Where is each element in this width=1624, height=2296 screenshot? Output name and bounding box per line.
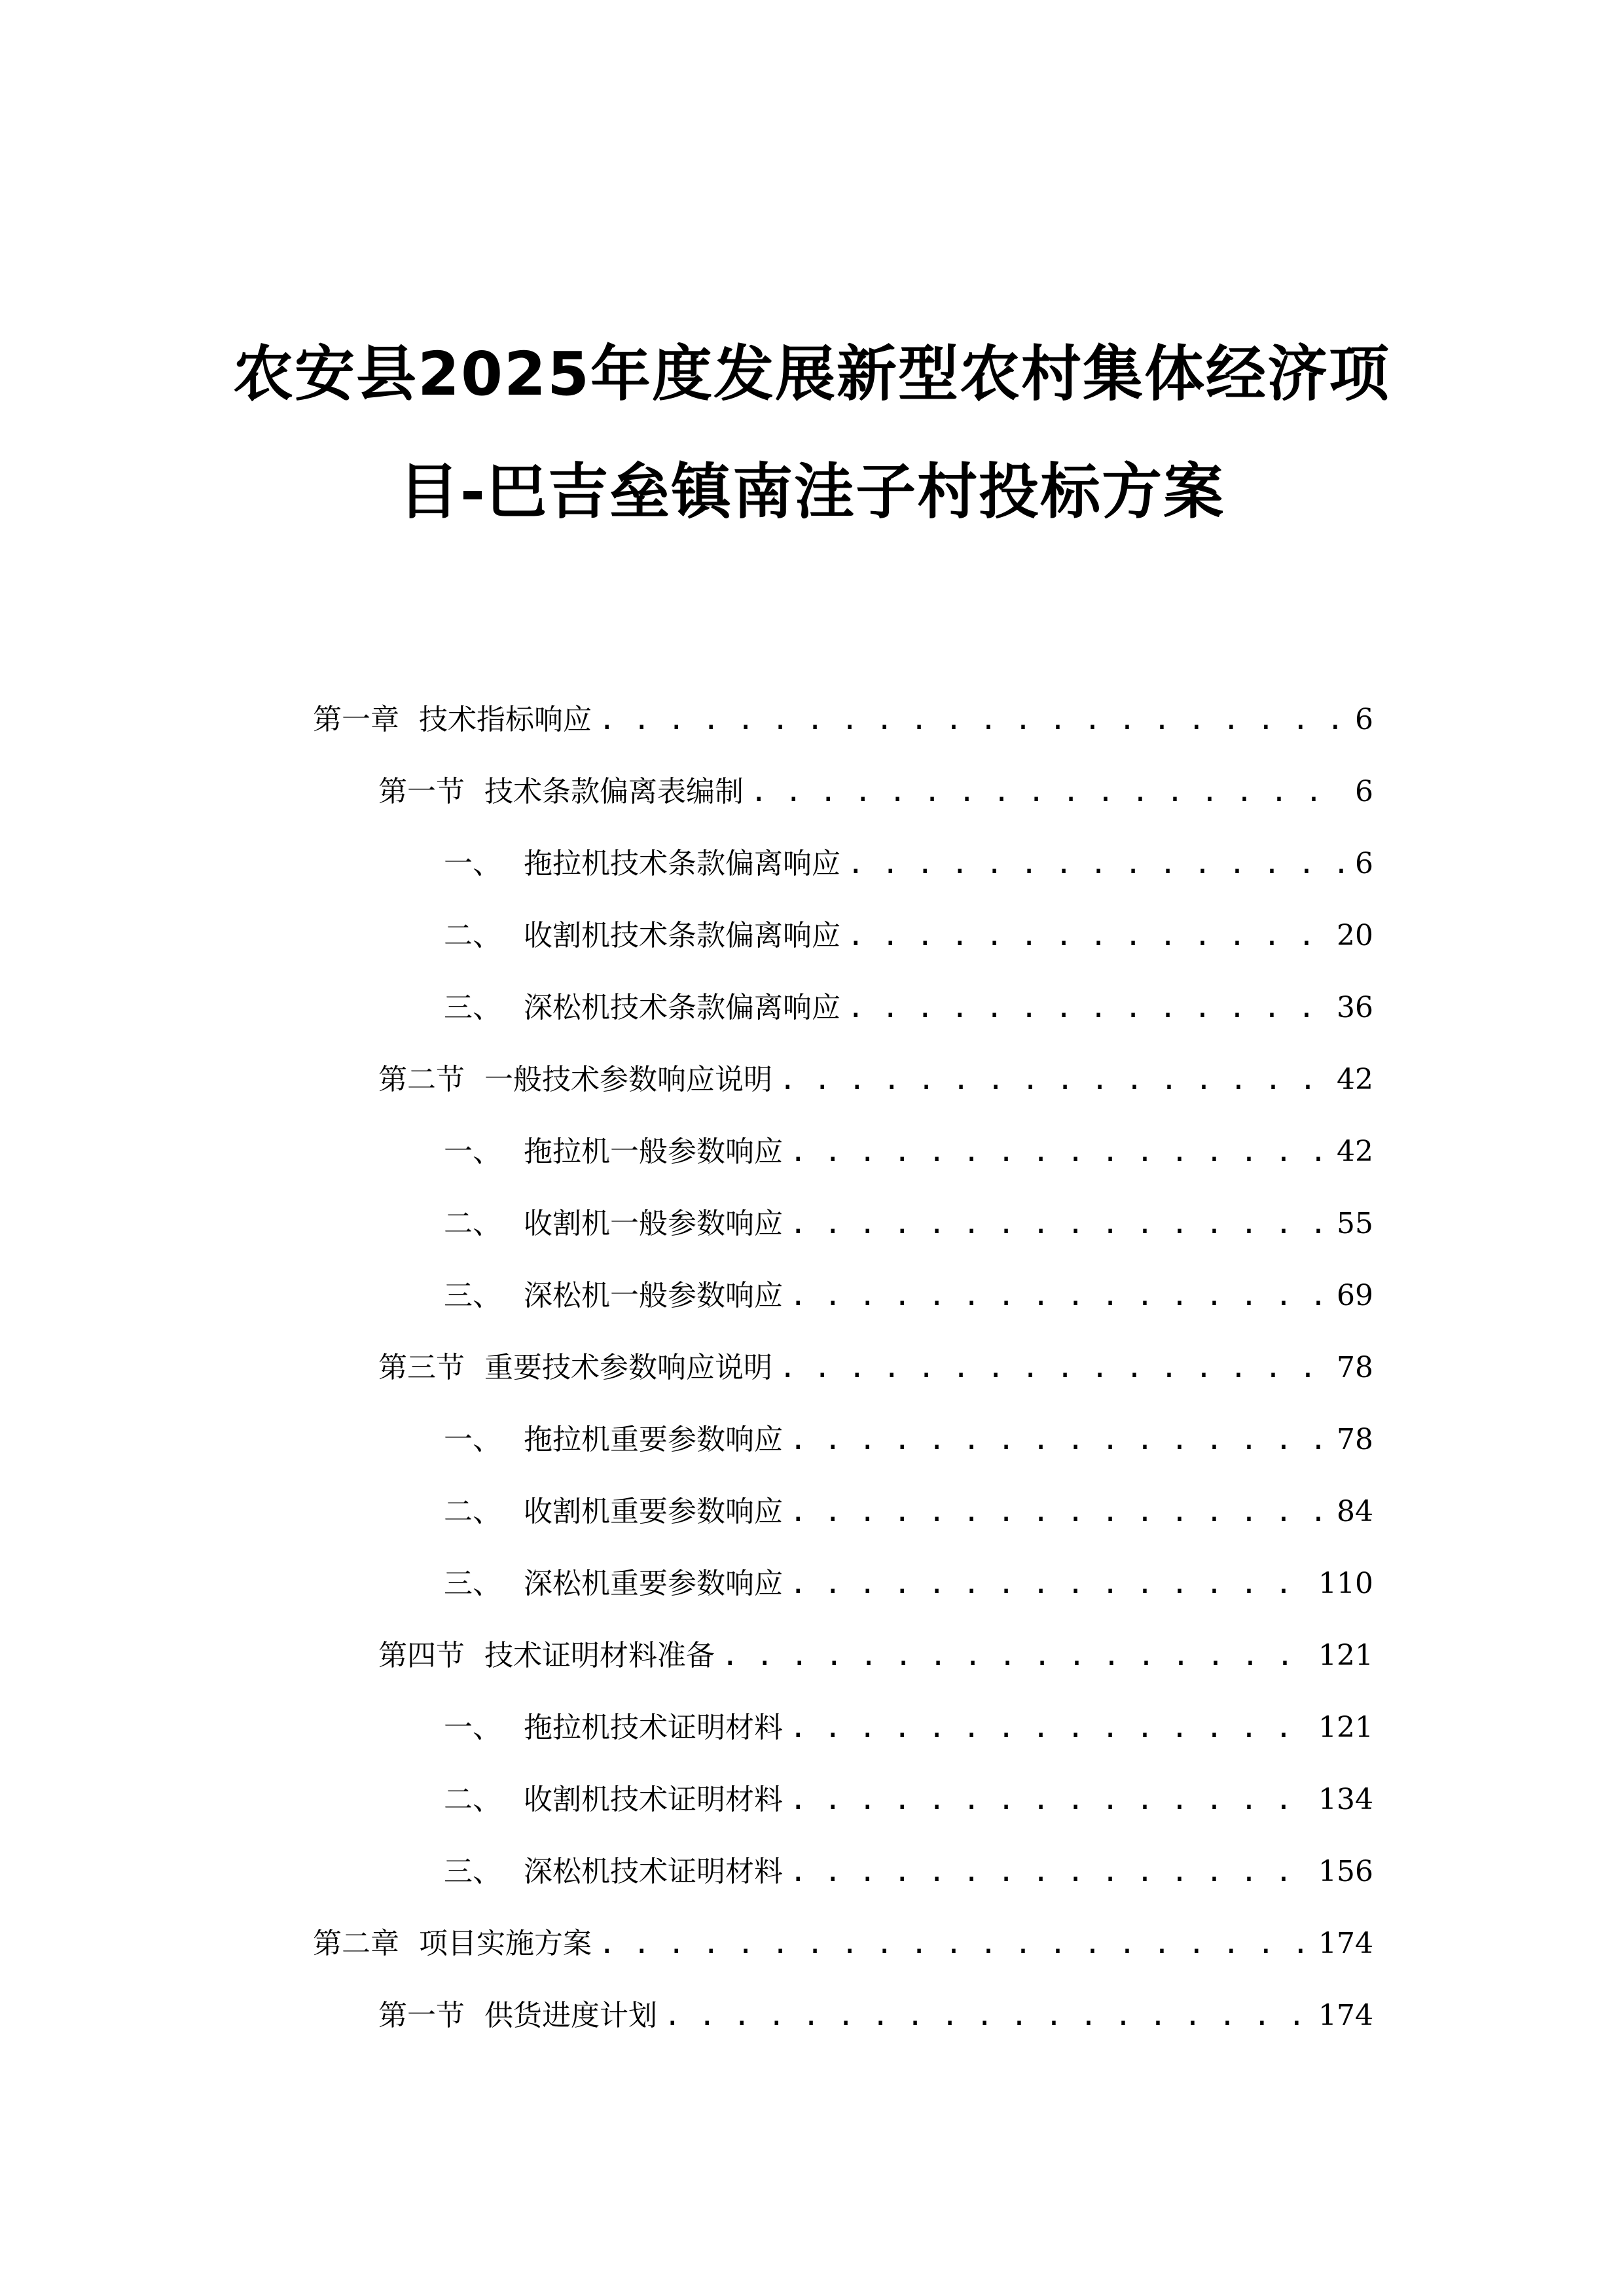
toc-entry-number: 一、 [444, 1711, 501, 1744]
toc-dot-leader [750, 771, 1344, 813]
toc-entry-label: 项目实施方案 [419, 1927, 592, 1960]
toc-entry[interactable] [313, 1923, 1373, 1965]
toc-entry-label: 技术证明材料准备 [484, 1639, 715, 1672]
toc-entry-page: 6 [1355, 847, 1373, 880]
toc-dot-leader [779, 1347, 1326, 1389]
toc-entry-page: 20 [1337, 919, 1373, 952]
toc-entry-page: 156 [1318, 1855, 1373, 1888]
toc-entry-number: 三、 [444, 1279, 501, 1312]
toc-dot-leader [598, 699, 1344, 741]
toc-entry-number: 三、 [444, 1855, 501, 1888]
toc-entry-page: 36 [1337, 991, 1373, 1024]
toc-entry-page: 55 [1337, 1207, 1373, 1240]
toc-entry-label: 收割机重要参数响应 [524, 1495, 783, 1528]
toc-entry-number: 二、 [444, 919, 501, 952]
toc-entry-number: 第一节 [378, 1999, 465, 2032]
toc-entry-label: 收割机一般参数响应 [524, 1207, 783, 1240]
toc-entry-page: 42 [1337, 1063, 1373, 1096]
toc-entry-label: 收割机技术条款偏离响应 [524, 919, 840, 952]
toc-dot-leader [721, 1635, 1308, 1677]
toc-entry[interactable] [444, 843, 1373, 885]
toc-dot-leader [789, 1491, 1326, 1533]
toc-dot-leader [789, 1275, 1326, 1317]
toc-entry-number: 第一章 [313, 703, 399, 736]
toc-entry-page: 6 [1355, 775, 1373, 808]
toc-entry-page: 42 [1337, 1135, 1373, 1168]
toc-entry-number: 第二节 [378, 1063, 465, 1096]
toc-entry[interactable] [444, 1779, 1373, 1821]
toc-entry-page: 134 [1318, 1783, 1373, 1816]
toc-entry-page: 121 [1318, 1711, 1373, 1744]
toc-entry-number: 一、 [444, 1423, 501, 1456]
toc-entry-label: 拖拉机技术证明材料 [524, 1711, 783, 1744]
toc-entry-page: 121 [1318, 1639, 1373, 1672]
toc-dot-leader [789, 1707, 1308, 1749]
toc-entry-page: 84 [1337, 1495, 1373, 1528]
toc-entry[interactable] [378, 1995, 1373, 2037]
toc-dot-leader [789, 1203, 1326, 1245]
toc-dot-leader [664, 1995, 1308, 2037]
toc-entry-page: 6 [1355, 703, 1373, 736]
toc-entry-page: 110 [1318, 1567, 1373, 1600]
toc-entry-number: 二、 [444, 1495, 501, 1528]
toc-entry-number: 三、 [444, 991, 501, 1024]
toc-entry[interactable] [444, 1203, 1373, 1245]
toc-entry-label: 深松机重要参数响应 [524, 1567, 783, 1600]
toc-entry[interactable] [444, 1563, 1373, 1605]
toc-entry[interactable] [313, 699, 1373, 741]
toc-dot-leader [779, 1059, 1326, 1101]
toc-entry-page: 78 [1337, 1423, 1373, 1456]
toc-entry-number: 三、 [444, 1567, 501, 1600]
toc-entry-page: 69 [1337, 1279, 1373, 1312]
toc-entry-number: 一、 [444, 1135, 501, 1168]
toc-entry-label: 深松机技术条款偏离响应 [524, 991, 840, 1024]
toc-entry-label: 深松机技术证明材料 [524, 1855, 783, 1888]
toc-entry-label: 重要技术参数响应说明 [484, 1351, 772, 1384]
toc-entry-label: 技术指标响应 [419, 703, 592, 736]
toc-entry-number: 第一节 [378, 775, 465, 808]
toc-entry-page: 78 [1337, 1351, 1373, 1384]
document-title-line-2: 目-巴吉垒镇南洼子村投标方案 [398, 457, 1225, 527]
toc-dot-leader [598, 1923, 1308, 1965]
toc-entry[interactable] [444, 1851, 1373, 1893]
toc-entry[interactable] [378, 1059, 1373, 1101]
toc-entry-page: 174 [1318, 1999, 1373, 2032]
toc-dot-leader [789, 1779, 1308, 1821]
toc-entry-label: 拖拉机技术条款偏离响应 [524, 847, 840, 880]
toc-entry-number: 二、 [444, 1783, 501, 1816]
toc-entry[interactable] [378, 1347, 1373, 1389]
toc-entry[interactable] [444, 1419, 1373, 1461]
toc-entry[interactable] [444, 1491, 1373, 1533]
toc-entry-label: 技术条款偏离表编制 [484, 775, 744, 808]
toc-dot-leader [847, 843, 1344, 885]
toc-dot-leader [789, 1131, 1326, 1173]
toc-entry-label: 收割机技术证明材料 [524, 1783, 783, 1816]
toc-entry-page: 174 [1318, 1927, 1373, 1960]
toc-dot-leader [789, 1419, 1326, 1461]
toc-entry-label: 供货进度计划 [484, 1999, 657, 2032]
toc-entry[interactable] [444, 915, 1373, 957]
toc-entry[interactable] [444, 1707, 1373, 1749]
toc-entry-number: 一、 [444, 847, 501, 880]
toc-entry[interactable] [378, 1635, 1373, 1677]
toc-entry-label: 一般技术参数响应说明 [484, 1063, 772, 1096]
toc-entry-label: 拖拉机重要参数响应 [524, 1423, 783, 1456]
toc-dot-leader [847, 915, 1326, 957]
toc-dot-leader [847, 987, 1326, 1029]
document-title-line-1: 农安县2025年度发展新型农村集体经济项 [232, 339, 1391, 409]
toc-entry-label: 深松机一般参数响应 [524, 1279, 783, 1312]
toc-entry-number: 二、 [444, 1207, 501, 1240]
toc-dot-leader [789, 1851, 1308, 1893]
toc-entry-number: 第四节 [378, 1639, 465, 1672]
toc-entry-number: 第三节 [378, 1351, 465, 1384]
toc-entry[interactable] [378, 771, 1373, 813]
toc-entry-label: 拖拉机一般参数响应 [524, 1135, 783, 1168]
toc-dot-leader [789, 1563, 1308, 1605]
toc-entry-number: 第二章 [313, 1927, 399, 1960]
toc-entry[interactable] [444, 987, 1373, 1029]
toc-entry[interactable] [444, 1275, 1373, 1317]
toc-entry[interactable] [444, 1131, 1373, 1173]
